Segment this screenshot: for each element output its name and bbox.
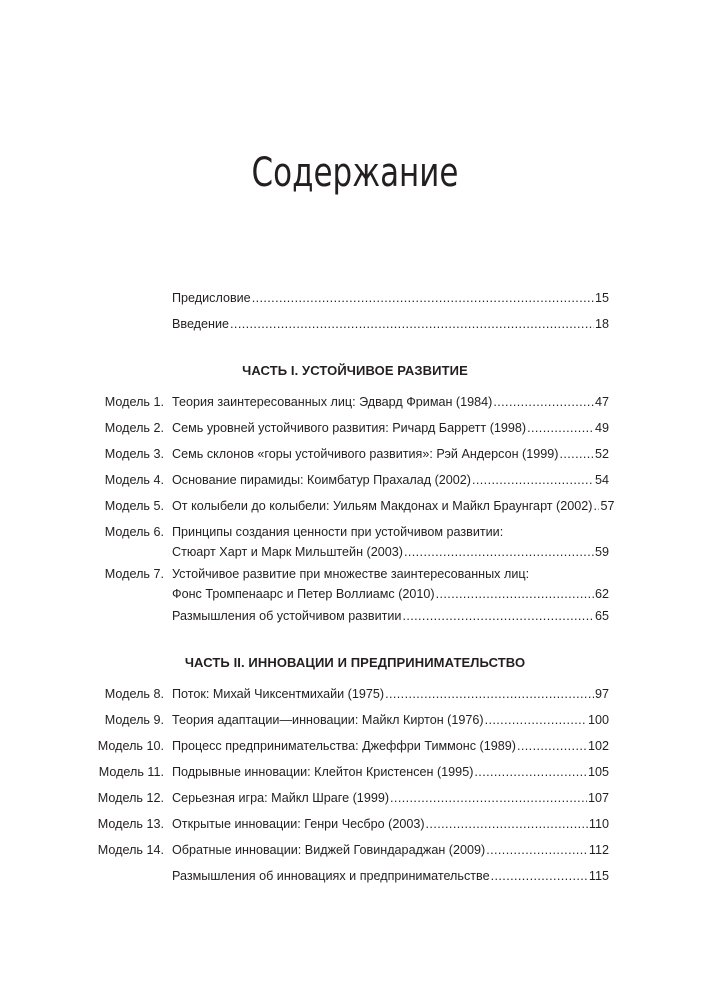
toc-page-number: 15 [594, 291, 609, 305]
toc-page-number: 105 [587, 765, 609, 779]
leader-dots [517, 738, 587, 754]
leader-dots [486, 842, 588, 858]
toc-entry-title: Введение [172, 317, 230, 331]
model-number: Модель 5. [104, 499, 164, 513]
model-number: Модель 12. [97, 791, 164, 805]
toc-page-number: 110 [588, 817, 609, 831]
toc-entry-title: От колыбели до колыбели: Уильям Макдонах и Майкл Браунгарт (2002) [172, 499, 593, 513]
toc-entry-title: Размышления об устойчивом развитии [172, 609, 402, 623]
leader-dots [426, 816, 588, 832]
toc-entry-title: Устойчивое развитие при множестве заинтересованных лиц: [172, 567, 530, 581]
toc-entry-title: Основание пирамиды: Коимбатур Прахалад (2002) [172, 473, 471, 487]
leader-dots [402, 608, 594, 624]
leader-dots [474, 764, 587, 780]
leader-dots [385, 686, 594, 702]
leader-dots [593, 498, 599, 514]
leader-dots [472, 472, 594, 488]
leader-dots [491, 868, 588, 884]
toc-entry-title-continued: Фонс Тромпенаарс и Петер Воллиамс (2010) [172, 587, 435, 601]
toc-entry-title: Процесс предпринимательства: Джеффри Тиммонс (1989) [172, 739, 516, 753]
model-number: Модель 11. [98, 765, 164, 779]
model-number: Модель 13. [97, 817, 164, 831]
model-number: Модель 6. [104, 525, 164, 539]
model-number: Модель 4. [104, 473, 164, 487]
model-number: Модель 9. [104, 713, 164, 727]
toc-page-number: 97 [594, 687, 609, 701]
toc-page-number: 62 [594, 587, 609, 601]
model-number: Модель 1. [104, 395, 164, 409]
section-heading-part2[interactable]: ЧАСТЬ II. ИННОВАЦИИ И ПРЕДПРИНИМАТЕЛЬСТВО [184, 655, 526, 670]
toc-entry-title: Серьезная игра: Майкл Шраге (1999) [172, 791, 390, 805]
toc-entry-title: Теория адаптации—инновации: Майкл Киртон (1976) [172, 713, 484, 727]
toc-entry-title: Открытые инновации: Генри Чесбро (2003) [172, 817, 425, 831]
toc-page-number: 112 [588, 843, 609, 857]
toc-page-number: 49 [594, 421, 609, 435]
toc-page-number: 100 [587, 713, 609, 727]
model-number: Модель 2. [104, 421, 164, 435]
section-heading-part1[interactable]: ЧАСТЬ I. УСТОЙЧИВОЕ РАЗВИТИЕ [242, 363, 468, 378]
leader-dots [485, 712, 587, 728]
toc-entry-title-continued: Стюарт Харт и Марк Мильштейн (2003) [172, 545, 403, 559]
leader-dots [527, 420, 594, 436]
model-number: Модель 14. [97, 843, 164, 857]
leader-dots [404, 544, 594, 560]
toc-page-number: 115 [588, 869, 609, 883]
toc-entry-title: Подрывные инновации: Клейтон Кристенсен (1995) [172, 765, 474, 779]
toc-page-number: 52 [594, 447, 609, 461]
model-number: Модель 3. [104, 447, 164, 461]
leader-dots [493, 394, 594, 410]
toc-entry-title: Размышления об инновациях и предпринимательстве [172, 869, 490, 883]
toc-entry-title: Теория заинтересованных лиц: Эдвард Фриман (1984) [172, 395, 493, 409]
leader-dots [252, 290, 594, 306]
model-number: Модель 7. [104, 567, 164, 581]
page-title: Содержание [251, 150, 459, 196]
leader-dots [390, 790, 587, 806]
toc-page-number: 107 [587, 791, 609, 805]
toc-page-number: 102 [587, 739, 609, 753]
model-number: Модель 8. [104, 687, 164, 701]
toc-page-number: 59 [594, 545, 609, 559]
toc-page-number: 54 [594, 473, 609, 487]
toc-entry-title: Обратные инновации: Виджей Говиндараджан (2009) [172, 843, 486, 857]
toc-entry-title: Принципы создания ценности при устойчивом развитии: [172, 525, 504, 539]
toc-page-number: 47 [594, 395, 609, 409]
toc-entry-title: Семь склонов «горы устойчивого развития»: Рэй Андерсон (1999) [172, 447, 559, 461]
toc-entry-title: Семь уровней устойчивого развития: Ричард Барретт (1998) [172, 421, 527, 435]
toc-page-number: 18 [594, 317, 609, 331]
leader-dots [436, 586, 594, 602]
toc-entry-title: Предисловие [172, 291, 251, 305]
leader-dots [230, 316, 594, 332]
toc-page-number: 65 [594, 609, 609, 623]
toc-entry-title: Поток: Михай Чиксентмихайи (1975) [172, 687, 385, 701]
model-number: Модель 10. [97, 739, 164, 753]
toc-page-number: 57 [600, 499, 615, 513]
leader-dots [559, 446, 594, 462]
